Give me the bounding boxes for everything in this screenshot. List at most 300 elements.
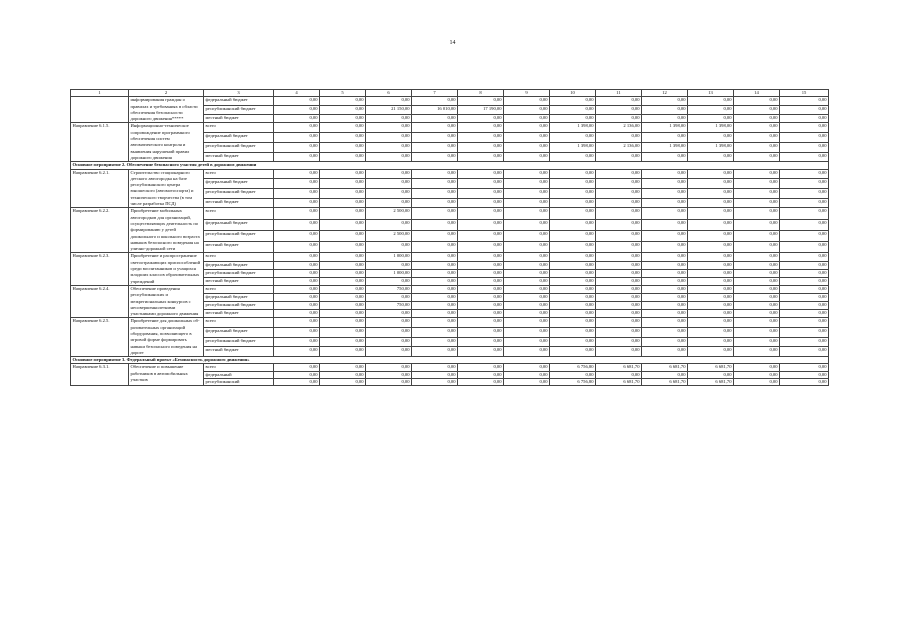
amount-cell: 0,00 (504, 198, 550, 208)
amount-cell: 0,00 (688, 347, 734, 357)
amount-cell: 0,00 (320, 302, 366, 310)
amount-cell: 0,00 (320, 347, 366, 357)
amount-cell: 0,00 (550, 337, 596, 347)
amount-cell: 0,00 (274, 318, 320, 328)
amount-cell: 0,00 (504, 310, 550, 318)
amount-cell: 0,00 (458, 114, 504, 123)
header-cell: 1 (71, 90, 129, 97)
amount-cell: 0,00 (274, 379, 320, 386)
direction-code: Направление 6.3.1. (71, 364, 129, 386)
funding-source: республиканский бюджет (204, 337, 274, 347)
amount-cell: 0,00 (504, 371, 550, 378)
amount-cell: 0,00 (458, 253, 504, 261)
amount-cell: 0,00 (550, 242, 596, 253)
amount-cell: 0,00 (550, 179, 596, 189)
amount-cell: 0,00 (504, 188, 550, 198)
amount-cell: 0,00 (274, 188, 320, 198)
section-row (71, 357, 829, 364)
amount-cell: 0,00 (412, 142, 458, 152)
amount-cell: 0,00 (780, 285, 829, 293)
amount-cell: 0,00 (458, 285, 504, 293)
amount-cell: 0,00 (412, 219, 458, 230)
amount-cell: 0,00 (366, 294, 412, 302)
amount-cell: 0,00 (642, 208, 688, 219)
direction-description: Обеспечение и повышение работников в автомобильных участков (129, 364, 204, 386)
amount-cell: 0,00 (780, 253, 829, 261)
amount-cell: 0,00 (780, 294, 829, 302)
direction-code: Направление 6.2.4. (71, 285, 129, 317)
amount-cell: 0,00 (320, 169, 366, 179)
amount-cell: 0,00 (504, 123, 550, 133)
amount-cell: 0,00 (366, 347, 412, 357)
amount-cell: 0,00 (596, 219, 642, 230)
amount-cell: 0,00 (458, 379, 504, 386)
funding-source: всего (204, 318, 274, 328)
amount-cell: 0,00 (642, 114, 688, 123)
funding-source: всего (204, 364, 274, 371)
amount-cell: 0,00 (412, 198, 458, 208)
amount-cell: 0,00 (550, 198, 596, 208)
amount-cell: 0,00 (688, 133, 734, 143)
amount-cell: 0,00 (642, 169, 688, 179)
amount-cell: 0,00 (734, 261, 780, 269)
amount-cell: 0,00 (688, 242, 734, 253)
amount-cell: 0,00 (274, 142, 320, 152)
amount-cell: 6 681,70 (642, 364, 688, 371)
header-cell: 12 (642, 90, 688, 97)
amount-cell: 0,00 (550, 294, 596, 302)
amount-cell: 1 000,00 (366, 269, 412, 277)
amount-cell: 0,00 (688, 318, 734, 328)
section-row (71, 162, 829, 169)
direction-code: Направление 6.2.1. (71, 169, 129, 208)
amount-cell: 1 398,00 (642, 123, 688, 133)
amount-cell: 0,00 (274, 123, 320, 133)
amount-cell: 0,00 (780, 379, 829, 386)
amount-cell: 0,00 (274, 169, 320, 179)
amount-cell: 0,00 (274, 114, 320, 123)
amount-cell: 0,00 (412, 152, 458, 162)
amount-cell: 0,00 (504, 269, 550, 277)
amount-cell: 0,00 (412, 277, 458, 285)
amount-cell: 0,00 (274, 364, 320, 371)
amount-cell: 0,00 (688, 198, 734, 208)
amount-cell: 0,00 (734, 97, 780, 106)
amount-cell: 0,00 (596, 261, 642, 269)
funding-source: всего (204, 169, 274, 179)
header-cell: 3 (204, 90, 274, 97)
amount-cell: 0,00 (412, 261, 458, 269)
amount-cell: 0,00 (320, 269, 366, 277)
direction-description: Приобретение для дошкольных об-разовательных организаций оборудования, позволяющего в игровой форме формировать навыки безопасного поведения на дороге (129, 318, 204, 357)
funding-source: федеральный бюджет (204, 179, 274, 189)
amount-cell: 0,00 (412, 379, 458, 386)
amount-cell: 0,00 (642, 133, 688, 143)
amount-cell: 0,00 (412, 133, 458, 143)
amount-cell: 0,00 (274, 219, 320, 230)
amount-cell: 0,00 (458, 152, 504, 162)
amount-cell: 0,00 (412, 347, 458, 357)
amount-cell: 0,00 (504, 347, 550, 357)
amount-cell: 6 681,70 (688, 364, 734, 371)
amount-cell: 0,00 (780, 277, 829, 285)
amount-cell: 0,00 (366, 142, 412, 152)
amount-cell: 0,00 (734, 277, 780, 285)
amount-cell: 0,00 (642, 106, 688, 115)
amount-cell: 0,00 (550, 277, 596, 285)
amount-cell: 0,00 (504, 337, 550, 347)
amount-cell: 0,00 (688, 261, 734, 269)
amount-cell: 0,00 (550, 230, 596, 241)
amount-cell: 0,00 (734, 379, 780, 386)
funding-source: местный бюджет (204, 347, 274, 357)
amount-cell: 0,00 (642, 285, 688, 293)
direction-description: Строительство стационарного детского автогородка на базе республиканского центра юношеского (автомотоспорта) и технического творчества (в том числе разработка ПСД) (129, 169, 204, 208)
amount-cell: 0,00 (274, 294, 320, 302)
amount-cell: 0,00 (734, 310, 780, 318)
direction-code (71, 97, 129, 123)
funding-source: республиканский (204, 379, 274, 386)
amount-cell: 0,00 (596, 230, 642, 241)
amount-cell: 0,00 (458, 294, 504, 302)
amount-cell: 0,00 (780, 230, 829, 241)
header-cell: 14 (734, 90, 780, 97)
amount-cell: 0,00 (504, 364, 550, 371)
amount-cell: 0,00 (596, 188, 642, 198)
funding-source: республиканский бюджет (204, 302, 274, 310)
amount-cell: 0,00 (734, 253, 780, 261)
amount-cell: 0,00 (458, 230, 504, 241)
amount-cell: 0,00 (550, 253, 596, 261)
amount-cell: 0,00 (780, 219, 829, 230)
amount-cell: 0,00 (596, 371, 642, 378)
amount-cell: 0,00 (550, 261, 596, 269)
amount-cell: 0,00 (642, 188, 688, 198)
amount-cell: 0,00 (642, 253, 688, 261)
amount-cell: 0,00 (734, 123, 780, 133)
amount-cell: 0,00 (734, 208, 780, 219)
amount-cell: 0,00 (320, 114, 366, 123)
amount-cell: 0,00 (780, 328, 829, 338)
header-cell: 7 (412, 90, 458, 97)
funding-source: всего (204, 208, 274, 219)
amount-cell: 0,00 (734, 347, 780, 357)
page-number: 14 (449, 40, 456, 46)
amount-cell: 0,00 (688, 188, 734, 198)
header-cell: 6 (366, 90, 412, 97)
amount-cell: 0,00 (366, 114, 412, 123)
amount-cell: 0,00 (366, 371, 412, 378)
amount-cell: 0,00 (550, 269, 596, 277)
amount-cell: 0,00 (274, 179, 320, 189)
amount-cell: 0,00 (412, 371, 458, 378)
amount-cell: 0,00 (780, 188, 829, 198)
amount-cell: 16 010,00 (412, 106, 458, 115)
section-title: Основное мероприятие 2. Обеспечение безопасного участия детей в дорожном движении (71, 162, 829, 169)
amount-cell: 0,00 (688, 179, 734, 189)
amount-cell: 0,00 (688, 285, 734, 293)
amount-cell: 0,00 (734, 294, 780, 302)
amount-cell: 0,00 (320, 310, 366, 318)
amount-cell: 0,00 (642, 152, 688, 162)
amount-cell: 0,00 (320, 230, 366, 241)
amount-cell: 0,00 (458, 261, 504, 269)
amount-cell: 0,00 (320, 242, 366, 253)
funding-source: местный бюджет (204, 242, 274, 253)
amount-cell: 0,00 (642, 179, 688, 189)
amount-cell: 0,00 (320, 97, 366, 106)
amount-cell: 0,00 (412, 97, 458, 106)
amount-cell: 0,00 (366, 328, 412, 338)
amount-cell: 0,00 (688, 337, 734, 347)
amount-cell: 0,00 (366, 277, 412, 285)
amount-cell: 0,00 (596, 97, 642, 106)
header-cell: 9 (504, 90, 550, 97)
amount-cell: 0,00 (596, 179, 642, 189)
amount-cell: 0,00 (412, 253, 458, 261)
amount-cell: 0,00 (458, 277, 504, 285)
table-row (71, 169, 829, 179)
amount-cell: 0,00 (550, 328, 596, 338)
amount-cell: 0,00 (734, 114, 780, 123)
amount-cell: 0,00 (458, 337, 504, 347)
amount-cell: 0,00 (504, 230, 550, 241)
amount-cell: 0,00 (596, 152, 642, 162)
amount-cell: 0,00 (320, 371, 366, 378)
amount-cell: 0,00 (504, 302, 550, 310)
amount-cell: 0,00 (780, 261, 829, 269)
amount-cell: 1 398,00 (688, 123, 734, 133)
amount-cell: 750,00 (366, 302, 412, 310)
amount-cell: 0,00 (504, 133, 550, 143)
amount-cell: 0,00 (412, 208, 458, 219)
amount-cell: 0,00 (780, 169, 829, 179)
amount-cell: 0,00 (320, 379, 366, 386)
amount-cell: 0,00 (458, 219, 504, 230)
amount-cell: 0,00 (458, 123, 504, 133)
budget-table-container (70, 89, 828, 386)
funding-source: местный бюджет (204, 114, 274, 123)
funding-source: республиканский бюджет (204, 230, 274, 241)
header-cell: 13 (688, 90, 734, 97)
amount-cell: 0,00 (688, 371, 734, 378)
amount-cell: 0,00 (780, 208, 829, 219)
amount-cell: 0,00 (458, 269, 504, 277)
amount-cell: 0,00 (688, 208, 734, 219)
amount-cell: 2 136,00 (596, 123, 642, 133)
amount-cell: 0,00 (780, 318, 829, 328)
amount-cell: 0,00 (780, 198, 829, 208)
amount-cell: 0,00 (504, 379, 550, 386)
amount-cell: 0,00 (550, 302, 596, 310)
funding-source: республиканский бюджет (204, 142, 274, 152)
amount-cell: 0,00 (734, 364, 780, 371)
amount-cell: 0,00 (780, 242, 829, 253)
amount-cell: 0,00 (504, 208, 550, 219)
direction-code: Направление 6.2.5. (71, 318, 129, 357)
amount-cell: 0,00 (320, 285, 366, 293)
amount-cell: 0,00 (366, 97, 412, 106)
amount-cell: 0,00 (412, 179, 458, 189)
amount-cell: 0,00 (274, 328, 320, 338)
amount-cell: 0,00 (596, 242, 642, 253)
amount-cell: 0,00 (274, 133, 320, 143)
amount-cell: 0,00 (550, 285, 596, 293)
amount-cell: 0,00 (596, 285, 642, 293)
amount-cell: 0,00 (642, 337, 688, 347)
direction-code: Направление 6.1.5. (71, 123, 129, 162)
funding-source: федеральный бюджет (204, 294, 274, 302)
amount-cell: 0,00 (504, 179, 550, 189)
amount-cell: 0,00 (458, 242, 504, 253)
amount-cell: 0,00 (366, 133, 412, 143)
amount-cell: 0,00 (780, 302, 829, 310)
direction-code: Направление 6.2.2. (71, 208, 129, 253)
amount-cell: 0,00 (320, 277, 366, 285)
amount-cell: 0,00 (366, 242, 412, 253)
funding-source: республиканский бюджет (204, 269, 274, 277)
amount-cell: 0,00 (734, 242, 780, 253)
amount-cell: 0,00 (596, 337, 642, 347)
amount-cell: 0,00 (596, 114, 642, 123)
amount-cell: 0,00 (596, 294, 642, 302)
amount-cell: 0,00 (642, 277, 688, 285)
amount-cell: 0,00 (780, 364, 829, 371)
amount-cell: 0,00 (596, 253, 642, 261)
direction-code: Направление 6.2.3. (71, 253, 129, 285)
amount-cell: 0,00 (504, 285, 550, 293)
amount-cell: 0,00 (688, 269, 734, 277)
amount-cell: 0,00 (688, 302, 734, 310)
amount-cell: 0,00 (366, 188, 412, 198)
amount-cell: 0,00 (366, 152, 412, 162)
amount-cell: 0,00 (320, 142, 366, 152)
header-cell: 8 (458, 90, 504, 97)
amount-cell: 0,00 (458, 310, 504, 318)
amount-cell: 0,00 (412, 188, 458, 198)
amount-cell: 0,00 (320, 364, 366, 371)
amount-cell: 0,00 (366, 379, 412, 386)
table-row (71, 285, 829, 293)
amount-cell: 0,00 (320, 253, 366, 261)
amount-cell: 0,00 (780, 114, 829, 123)
amount-cell: 0,00 (274, 310, 320, 318)
amount-cell: 0,00 (320, 318, 366, 328)
amount-cell: 0,00 (550, 133, 596, 143)
funding-source: всего (204, 123, 274, 133)
amount-cell: 0,00 (734, 219, 780, 230)
amount-cell: 0,00 (734, 285, 780, 293)
amount-cell: 0,00 (642, 318, 688, 328)
amount-cell: 0,00 (596, 208, 642, 219)
amount-cell: 0,00 (366, 318, 412, 328)
amount-cell: 0,00 (734, 269, 780, 277)
amount-cell: 0,00 (550, 208, 596, 219)
amount-cell: 0,00 (550, 114, 596, 123)
amount-cell: 0,00 (366, 219, 412, 230)
amount-cell: 0,00 (320, 123, 366, 133)
funding-source: федеральный бюджет (204, 328, 274, 338)
amount-cell: 0,00 (550, 97, 596, 106)
amount-cell: 0,00 (504, 219, 550, 230)
header-cell: 10 (550, 90, 596, 97)
amount-cell: 0,00 (412, 230, 458, 241)
funding-source: всего (204, 253, 274, 261)
funding-source: федеральный бюджет (204, 261, 274, 269)
amount-cell: 0,00 (688, 328, 734, 338)
amount-cell: 0,00 (642, 198, 688, 208)
amount-cell: 0,00 (596, 269, 642, 277)
amount-cell: 0,00 (320, 106, 366, 115)
amount-cell: 0,00 (458, 364, 504, 371)
amount-cell: 0,00 (642, 219, 688, 230)
amount-cell: 0,00 (780, 152, 829, 162)
funding-source: местный бюджет (204, 277, 274, 285)
amount-cell: 0,00 (274, 269, 320, 277)
amount-cell: 0,00 (550, 347, 596, 357)
amount-cell: 0,00 (458, 188, 504, 198)
amount-cell: 0,00 (596, 198, 642, 208)
amount-cell: 6 681,70 (596, 364, 642, 371)
header-cell: 15 (780, 90, 829, 97)
direction-description: Обеспечение проведения республиканских и межрегиональных конкурсов с несовершеннолетними участниками дорожного движения (129, 285, 204, 317)
header-cell: 2 (129, 90, 204, 97)
amount-cell: 0,00 (458, 169, 504, 179)
amount-cell: 0,00 (366, 179, 412, 189)
amount-cell: 6 756,80 (550, 379, 596, 386)
amount-cell: 750,00 (366, 285, 412, 293)
amount-cell: 0,00 (596, 277, 642, 285)
amount-cell: 0,00 (412, 169, 458, 179)
amount-cell: 0,00 (274, 242, 320, 253)
amount-cell: 0,00 (366, 261, 412, 269)
amount-cell: 0,00 (320, 152, 366, 162)
amount-cell: 0,00 (780, 269, 829, 277)
direction-description: Информационно-техническое сопровождение программного обеспечения систем автоматического контроля и выявления нарушений правил дорожного движения (129, 123, 204, 162)
amount-cell: 0,00 (458, 133, 504, 143)
amount-cell: 0,00 (320, 294, 366, 302)
amount-cell: 0,00 (320, 337, 366, 347)
amount-cell: 0,00 (596, 347, 642, 357)
amount-cell: 0,00 (504, 106, 550, 115)
amount-cell: 0,00 (688, 230, 734, 241)
section-title: Основное мероприятие 3. Федеральный проект «Безопасность дорожного движения» (71, 357, 829, 364)
amount-cell: 0,00 (412, 114, 458, 123)
amount-cell: 0,00 (642, 230, 688, 241)
funding-source: федеральный бюджет (204, 97, 274, 106)
amount-cell: 0,00 (366, 123, 412, 133)
amount-cell: 0,00 (366, 198, 412, 208)
amount-cell: 0,00 (274, 277, 320, 285)
amount-cell: 0,00 (504, 318, 550, 328)
amount-cell: 0,00 (504, 169, 550, 179)
amount-cell: 0,00 (504, 97, 550, 106)
amount-cell: 0,00 (596, 302, 642, 310)
amount-cell: 0,00 (504, 261, 550, 269)
amount-cell: 0,00 (596, 310, 642, 318)
amount-cell: 0,00 (734, 188, 780, 198)
amount-cell: 0,00 (780, 179, 829, 189)
amount-cell: 0,00 (412, 318, 458, 328)
amount-cell: 0,00 (274, 106, 320, 115)
amount-cell: 0,00 (412, 294, 458, 302)
amount-cell: 0,00 (458, 198, 504, 208)
amount-cell: 0,00 (458, 179, 504, 189)
direction-description: информирования граждан о правилах и требованиях в области обеспечения безопасности дорожного движения***** (129, 97, 204, 123)
amount-cell: 0,00 (366, 169, 412, 179)
amount-cell: 17 190,00 (458, 106, 504, 115)
amount-cell: 0,00 (504, 294, 550, 302)
